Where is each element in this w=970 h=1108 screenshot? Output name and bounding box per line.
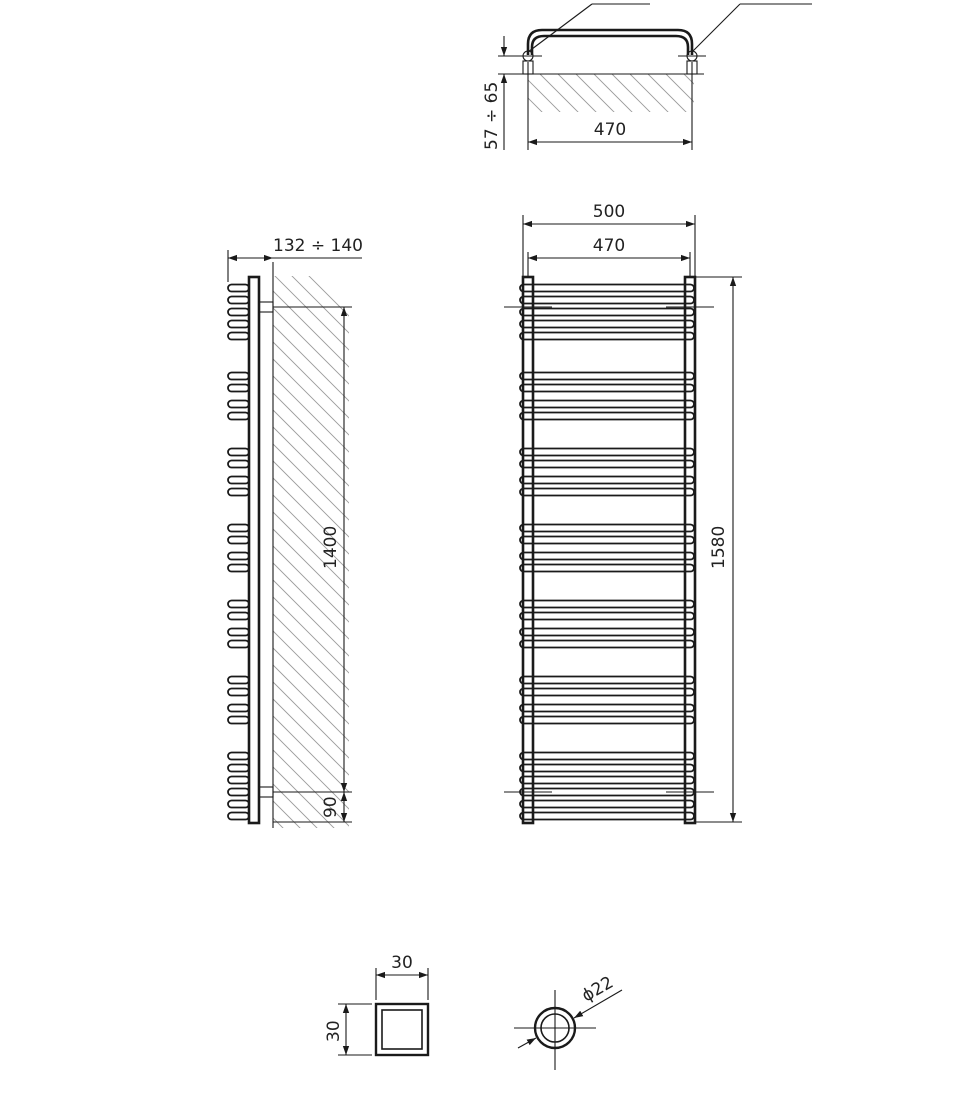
top-wall-hatch <box>468 74 760 114</box>
side-bar <box>228 449 249 456</box>
side-height-label: 1400 <box>321 525 341 569</box>
side-bar <box>228 789 249 796</box>
front-bar <box>520 565 694 572</box>
front-bar <box>520 537 694 544</box>
side-bar <box>228 489 249 496</box>
front-bar <box>520 553 694 560</box>
hatch-line <box>576 74 616 114</box>
front-bar <box>520 477 694 484</box>
front-bar <box>520 613 694 620</box>
hatch-line <box>594 74 634 114</box>
hatch-line <box>666 74 706 114</box>
side-bar <box>228 565 249 572</box>
round-diameter-label: ϕ22 <box>578 972 617 1007</box>
front-bar <box>520 401 694 408</box>
front-bar <box>520 689 694 696</box>
hatch-line <box>273 580 353 660</box>
hatch-line <box>273 648 353 728</box>
top-rail-inner <box>532 36 688 55</box>
hatch-line <box>273 563 353 643</box>
hatch-line <box>540 74 580 114</box>
front-bar <box>520 373 694 380</box>
front-bar <box>520 489 694 496</box>
hatch-line <box>273 614 353 694</box>
hatch-line <box>273 359 353 439</box>
front-bar <box>520 385 694 392</box>
front-bar <box>520 705 694 712</box>
hatch-line <box>273 818 353 898</box>
side-bar <box>228 321 249 328</box>
front-bar <box>520 333 694 340</box>
side-bar <box>228 333 249 340</box>
hatch-line <box>273 325 353 405</box>
front-bar <box>520 309 694 316</box>
hatch-line <box>273 665 353 745</box>
hatch-line <box>273 699 353 779</box>
side-bar <box>228 461 249 468</box>
side-view <box>228 236 363 932</box>
hatch-line <box>273 257 353 337</box>
side-bar <box>228 601 249 608</box>
front-bar <box>520 717 694 724</box>
front-bar <box>520 765 694 772</box>
side-bar <box>228 717 249 724</box>
side-bar <box>228 373 249 380</box>
hatch-line <box>273 682 353 762</box>
side-bar <box>228 477 249 484</box>
hatch-line <box>273 308 353 388</box>
front-bar <box>520 801 694 808</box>
square-height-label: 30 <box>324 1020 344 1042</box>
side-bar <box>228 413 249 420</box>
hatch-line <box>273 546 353 626</box>
hatch-line <box>273 393 353 473</box>
side-bar <box>228 537 249 544</box>
side-bar <box>228 765 249 772</box>
top-view <box>468 4 812 150</box>
hatch-line <box>648 74 688 114</box>
side-bar <box>228 285 249 292</box>
hatch-line <box>273 631 353 711</box>
side-bar <box>228 753 249 760</box>
hatch-line <box>273 342 353 422</box>
hatch-line <box>273 461 353 541</box>
hatch-line <box>273 427 353 507</box>
hatch-line <box>273 512 353 592</box>
hatch-line <box>273 410 353 490</box>
hatch-line <box>273 529 353 609</box>
front-bar <box>520 777 694 784</box>
right-leader <box>692 4 740 52</box>
side-bar <box>228 629 249 636</box>
side-column <box>249 277 259 823</box>
front-inner-width-label: 470 <box>592 236 626 256</box>
front-outer-width-label: 500 <box>592 202 626 222</box>
front-bars <box>520 285 694 820</box>
square-profile-inner <box>382 1010 422 1049</box>
hatch-line <box>273 767 353 847</box>
front-bar <box>520 753 694 760</box>
side-bar <box>228 689 249 696</box>
hatch-line <box>273 716 353 796</box>
hatch-line <box>558 74 598 114</box>
round-diameter-arrow-left <box>518 1038 536 1048</box>
front-left-column <box>523 277 533 823</box>
hatch-line <box>684 74 724 114</box>
front-bar <box>520 413 694 420</box>
hatch-line <box>504 74 544 114</box>
top-width-label: 470 <box>593 120 627 140</box>
square-profile <box>324 953 428 1055</box>
hatch-line <box>720 74 760 114</box>
front-view <box>504 202 742 823</box>
side-bar <box>228 297 249 304</box>
hatch-line <box>273 733 353 813</box>
hatch-line <box>612 74 652 114</box>
side-bar <box>228 777 249 784</box>
square-width-label: 30 <box>391 953 413 973</box>
square-profile-outer <box>376 1004 428 1055</box>
hatch-line <box>630 74 670 114</box>
hatch-line <box>273 784 353 864</box>
front-bar <box>520 461 694 468</box>
front-bar <box>520 641 694 648</box>
side-bar <box>228 813 249 820</box>
top-depth-label: 57 ÷ 65 <box>482 81 502 150</box>
side-bottom-label: 90 <box>321 796 341 818</box>
side-bar <box>228 385 249 392</box>
side-bars <box>228 285 249 820</box>
front-bar <box>520 449 694 456</box>
front-bar <box>520 285 694 292</box>
hatch-line <box>273 801 353 881</box>
hatch-line <box>273 478 353 558</box>
side-bar <box>228 677 249 684</box>
hatch-line <box>273 495 353 575</box>
hatch-line <box>273 750 353 830</box>
front-bar <box>520 297 694 304</box>
front-bar <box>520 677 694 684</box>
side-bracket-bottom <box>259 787 273 797</box>
front-bar <box>520 629 694 636</box>
front-right-column <box>685 277 695 823</box>
side-bar <box>228 553 249 560</box>
side-bar <box>228 613 249 620</box>
hatch-line <box>273 835 353 915</box>
side-bar <box>228 705 249 712</box>
front-bar <box>520 525 694 532</box>
hatch-line <box>273 597 353 677</box>
hatch-line <box>702 74 742 114</box>
hatch-line <box>273 274 353 354</box>
hatch-line <box>273 376 353 456</box>
side-depth-label: 132 ÷ 140 <box>273 236 363 256</box>
round-profile <box>514 973 622 1070</box>
hatch-line <box>273 291 353 371</box>
front-bar <box>520 813 694 820</box>
side-bar <box>228 401 249 408</box>
side-bar <box>228 309 249 316</box>
hatch-line <box>273 852 353 932</box>
side-bar <box>228 525 249 532</box>
front-bar <box>520 321 694 328</box>
side-wall-hatch <box>273 240 353 932</box>
front-height-label: 1580 <box>709 525 729 569</box>
left-leader <box>528 4 592 52</box>
front-bar <box>520 601 694 608</box>
side-bar <box>228 641 249 648</box>
side-bar <box>228 801 249 808</box>
side-bracket-top <box>259 302 273 312</box>
hatch-line <box>273 444 353 524</box>
